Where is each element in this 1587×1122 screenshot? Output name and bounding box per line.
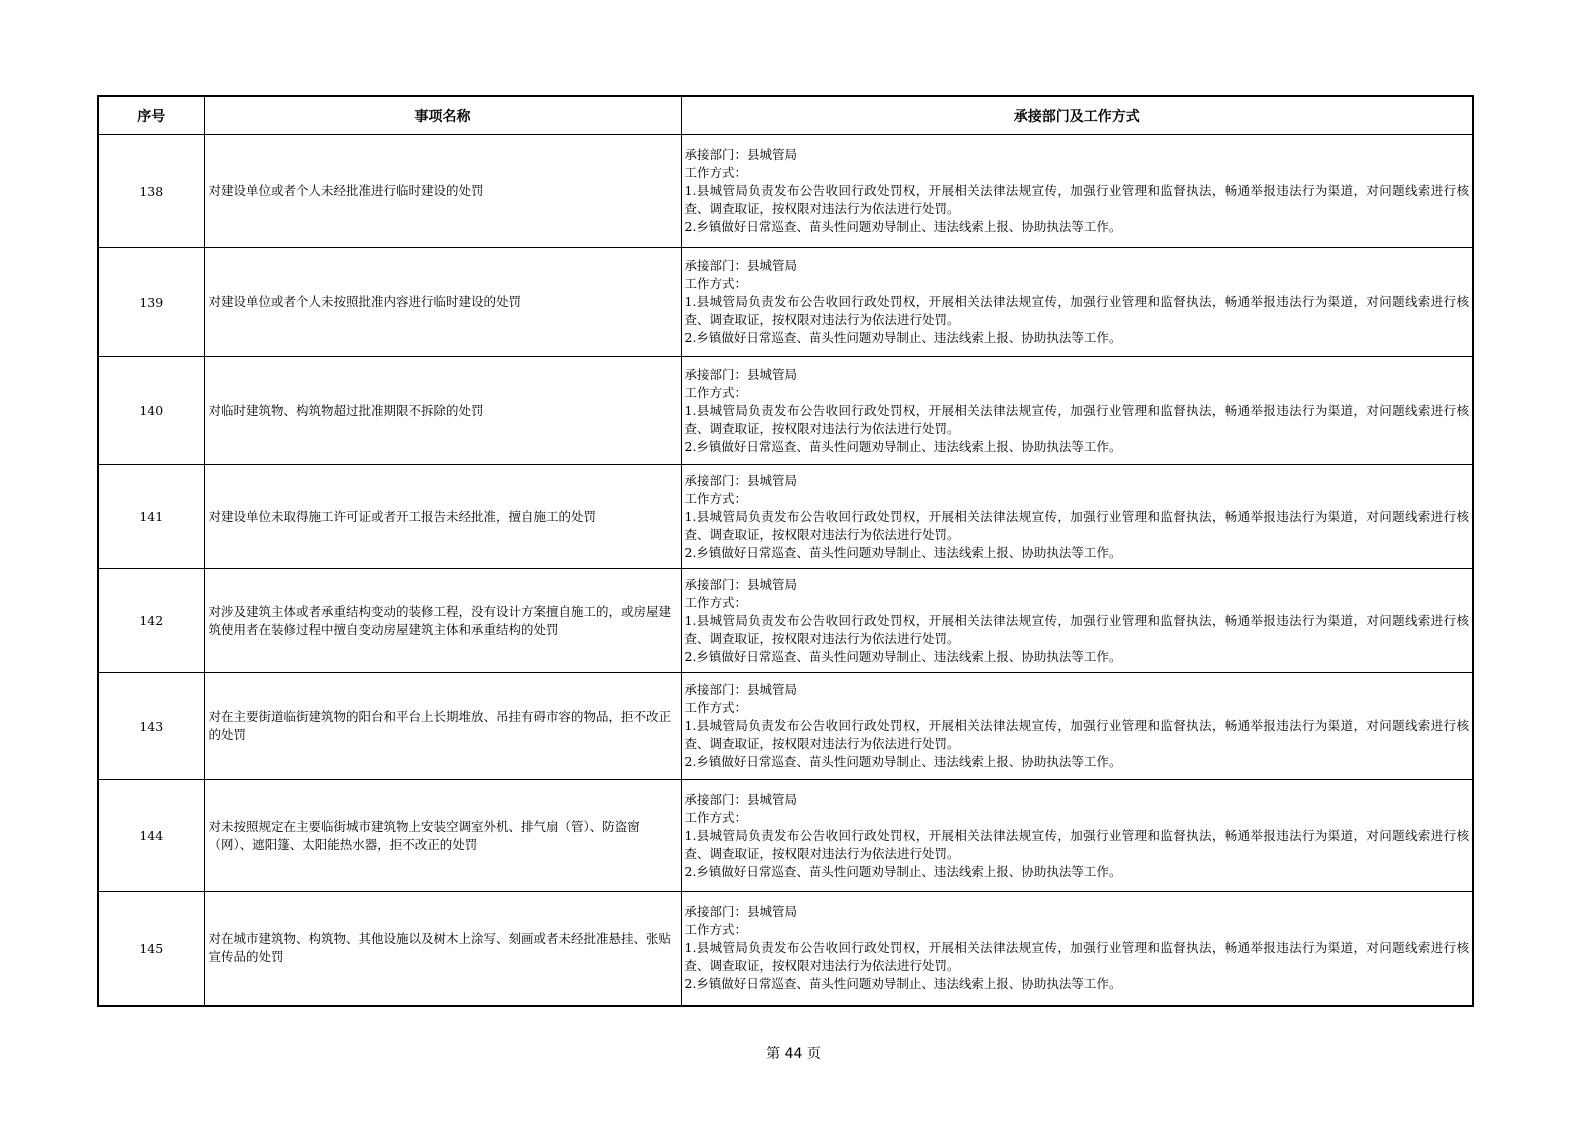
row-matter-name: 对在城市建筑物、构筑物、其他设施以及树木上涂写、刻画或者未经批准悬挂、张贴宣传品的处罚 — [204, 892, 681, 1006]
department-line: 承接部门：县城管局 — [684, 258, 798, 273]
method-item-2: 2.乡镇做好日常巡查、苗头性问题劝导制止、违法线索上报、协助执法等工作。 — [684, 438, 1122, 454]
table-row — [98, 248, 1473, 357]
row-department-and-method — [681, 357, 1473, 465]
method-item-1: 1.县城管局负责发布公告收回行政处罚权，开展相关法律法规宣传，加强行业管理和监督执法，畅通举报违法行为渠道，对问题线索进行核查、调查取证，按权限对违法行为依法进行处罚。 — [684, 718, 1469, 751]
header-department-and-method: 承接部门及工作方式 — [681, 96, 1473, 135]
table-row — [98, 357, 1473, 465]
method-label: 工作方式： — [684, 165, 748, 180]
row-serial-number: 139 — [98, 248, 204, 357]
row-matter-name: 对临时建筑物、构筑物超过批准期限不拆除的处罚 — [204, 357, 681, 465]
header-serial-number: 序号 — [98, 96, 204, 135]
row-serial-number: 138 — [98, 135, 204, 248]
row-matter-name: 对建设单位未取得施工许可证或者开工报告未经批准，擅自施工的处罚 — [204, 465, 681, 569]
row-matter-name: 对建设单位或者个人未按照批准内容进行临时建设的处罚 — [204, 248, 681, 357]
method-item-2: 2.乡镇做好日常巡查、苗头性问题劝导制止、违法线索上报、协助执法等工作。 — [684, 544, 1122, 560]
header-matter-name: 事项名称 — [204, 96, 681, 135]
row-department-and-method — [681, 892, 1473, 1006]
table-row — [98, 673, 1473, 780]
method-label: 工作方式： — [684, 700, 748, 715]
department-line: 承接部门：县城管局 — [684, 147, 798, 162]
page-number: 第 44 页 — [766, 1046, 821, 1062]
table-row — [98, 465, 1473, 569]
method-item-1: 1.县城管局负责发布公告收回行政处罚权，开展相关法律法规宣传，加强行业管理和监督执法，畅通举报违法行为渠道，对问题线索进行核查、调查取证，按权限对违法行为依法进行处罚。 — [684, 183, 1469, 216]
row-matter-name: 对涉及建筑主体或者承重结构变动的装修工程，没有设计方案擅自施工的，或房屋建筑使用者在装修过程中擅自变动房屋建筑主体和承重结构的处罚 — [204, 569, 681, 673]
matters-table — [97, 95, 1474, 1007]
table-row — [98, 135, 1473, 248]
row-department-and-method — [681, 569, 1473, 673]
row-serial-number: 144 — [98, 780, 204, 892]
department-line: 承接部门：县城管局 — [684, 682, 798, 697]
method-item-2: 2.乡镇做好日常巡查、苗头性问题劝导制止、违法线索上报、协助执法等工作。 — [684, 754, 1122, 769]
table-row — [98, 569, 1473, 673]
table-row — [98, 780, 1473, 892]
method-label: 工作方式： — [684, 809, 748, 825]
document-table-container — [97, 95, 1472, 1007]
row-department-and-method — [681, 673, 1473, 780]
method-item-1: 1.县城管局负责发布公告收回行政处罚权，开展相关法律法规宣传，加强行业管理和监督执法，畅通举报违法行为渠道，对问题线索进行核查、调查取证，按权限对违法行为依法进行处罚。 — [684, 940, 1469, 974]
table-header-row — [98, 96, 1473, 135]
row-department-and-method — [681, 780, 1473, 892]
method-label: 工作方式： — [684, 384, 748, 400]
department-line: 承接部门：县城管局 — [684, 576, 798, 592]
row-serial-number: 145 — [98, 892, 204, 1006]
row-serial-number: 141 — [98, 465, 204, 569]
row-department-and-method — [681, 465, 1473, 569]
row-matter-name: 对在主要街道临街建筑物的阳台和平台上长期堆放、吊挂有碍市容的物品，拒不改正的处罚 — [204, 673, 681, 780]
method-item-1: 1.县城管局负责发布公告收回行政处罚权，开展相关法律法规宣传，加强行业管理和监督执法，畅通举报违法行为渠道，对问题线索进行核查、调查取证，按权限对违法行为依法进行处罚。 — [684, 294, 1469, 327]
method-label: 工作方式： — [684, 594, 748, 610]
department-line: 承接部门：县城管局 — [684, 904, 798, 920]
row-serial-number: 140 — [98, 357, 204, 465]
method-label: 工作方式： — [684, 276, 748, 291]
row-department-and-method — [681, 135, 1473, 248]
department-line: 承接部门：县城管局 — [684, 791, 798, 807]
method-item-2: 2.乡镇做好日常巡查、苗头性问题劝导制止、违法线索上报、协助执法等工作。 — [684, 330, 1122, 345]
row-matter-name: 对未按照规定在主要临街城市建筑物上安装空调室外机、排气扇（管）、防盗窗（网）、遮阳篷、太阳能热水器，拒不改正的处罚 — [204, 780, 681, 892]
method-item-1: 1.县城管局负责发布公告收回行政处罚权，开展相关法律法规宣传，加强行业管理和监督执法，畅通举报违法行为渠道，对问题线索进行核查、调查取证，按权限对违法行为依法进行处罚。 — [684, 402, 1469, 436]
row-serial-number: 143 — [98, 673, 204, 780]
method-item-1: 1.县城管局负责发布公告收回行政处罚权，开展相关法律法规宣传，加强行业管理和监督执法，畅通举报违法行为渠道，对问题线索进行核查、调查取证，按权限对违法行为依法进行处罚。 — [684, 612, 1469, 646]
method-item-2: 2.乡镇做好日常巡查、苗头性问题劝导制止、违法线索上报、协助执法等工作。 — [684, 976, 1122, 992]
row-matter-name: 对建设单位或者个人未经批准进行临时建设的处罚 — [204, 135, 681, 248]
department-line: 承接部门：县城管局 — [684, 472, 798, 488]
method-item-2: 2.乡镇做好日常巡查、苗头性问题劝导制止、违法线索上报、协助执法等工作。 — [684, 219, 1122, 234]
method-label: 工作方式： — [684, 922, 748, 938]
method-item-2: 2.乡镇做好日常巡查、苗头性问题劝导制止、违法线索上报、协助执法等工作。 — [684, 648, 1122, 664]
row-department-and-method — [681, 248, 1473, 357]
row-serial-number: 142 — [98, 569, 204, 673]
method-item-1: 1.县城管局负责发布公告收回行政处罚权，开展相关法律法规宣传，加强行业管理和监督执法，畅通举报违法行为渠道，对问题线索进行核查、调查取证，按权限对违法行为依法进行处罚。 — [684, 827, 1469, 861]
method-item-1: 1.县城管局负责发布公告收回行政处罚权，开展相关法律法规宣传，加强行业管理和监督执法，畅通举报违法行为渠道，对问题线索进行核查、调查取证，按权限对违法行为依法进行处罚。 — [684, 508, 1469, 542]
department-line: 承接部门：县城管局 — [684, 366, 798, 382]
method-label: 工作方式： — [684, 490, 748, 506]
table-row — [98, 892, 1473, 1006]
method-item-2: 2.乡镇做好日常巡查、苗头性问题劝导制止、违法线索上报、协助执法等工作。 — [684, 863, 1122, 879]
